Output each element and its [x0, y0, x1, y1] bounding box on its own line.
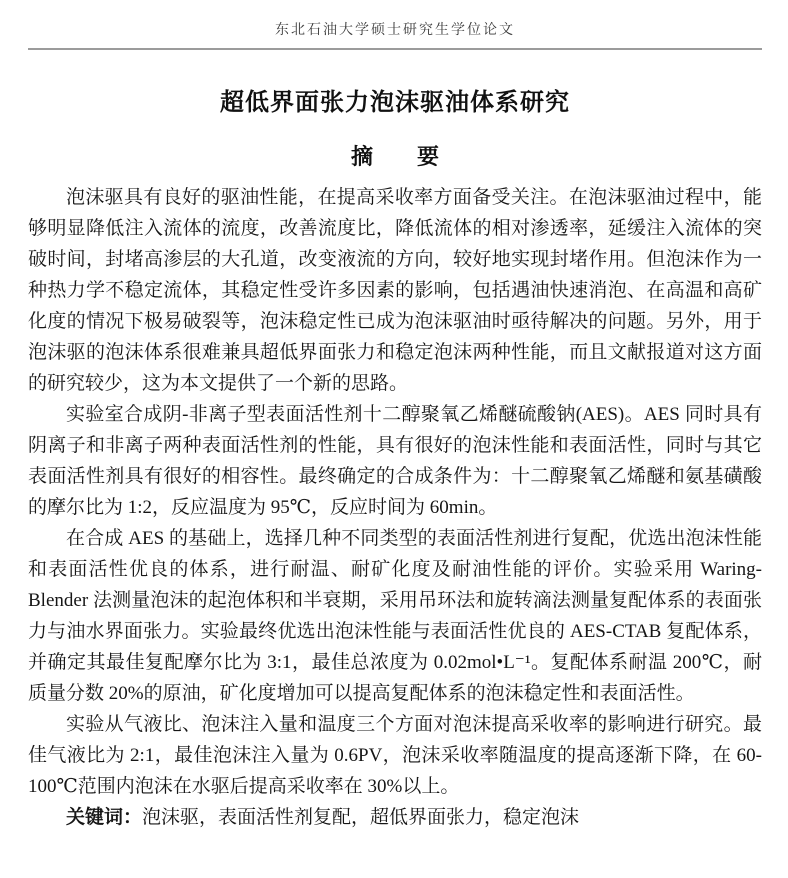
keywords-line — [28, 802, 762, 833]
abstract-heading: 摘 要 — [350, 144, 439, 169]
abstract-paragraph-1: 泡沫驱具有良好的驱油性能，在提高采收率方面备受关注。在泡沫驱油过程中，能够明显降低注入流体的流度，改善流度比，降低流体的相对渗透率，延缓注入流体的突破时间，封堵高渗层的大孔道，改变液流的方向，较好地实现封堵作用。但泡沫作为一种热力学不稳定流体，其稳定性受许多因素的影响，包括遇油快速消泡、在高温和高矿化度的情况下极易破裂等，泡沫稳定性已成为泡沫驱油时亟待解决的问题。另外，用于泡沫驱的泡沫体系很难兼具超低界面张力和稳定泡沫两种性能，而且文献报道对这方面的研究较少，这为本文提供了一个新的思路。 — [28, 187, 762, 394]
keywords-label: 关键词： — [66, 807, 143, 828]
header-divider-rule — [28, 48, 762, 50]
thesis-title: 超低界面张力泡沫驱油体系研究 — [220, 89, 570, 116]
abstract-paragraph-3: 在合成 AES 的基础上，选择几种不同类型的表面活性剂进行复配，优选出泡沫性能和表面活性优良的体系，进行耐温、耐矿化度及耐油性能的评价。实验采用 Waring-Blender 法测量泡沫的起泡体积和半衰期，采用吊环法和旋转滴法测量复配体系的表面张力与油水界面张力。实验最终优选出泡沫性能与表面活性优良的 AES-CTAB 复配体系，并确定其最佳复配摩尔比为 3:1，最佳总浓度为 0.02mol•L⁻¹。复配体系耐温 200℃，耐质量分数 20%的原油，矿化度增加可以提高复配体系的泡沫稳定性和表面活性。 — [28, 528, 762, 704]
abstract-body — [28, 182, 762, 833]
running-header — [28, 22, 762, 40]
abstract-paragraph-4: 实验从气液比、泡沫注入量和温度三个方面对泡沫提高采收率的影响进行研究。最佳气液比为 2:1，最佳泡沫注入量为 0.6PV，泡沫采收率随温度的提高逐渐下降，在 60-100℃范围内泡沫在水驱后提高采收率在 30%以上。 — [28, 714, 762, 797]
keywords-text: 泡沫驱，表面活性剂复配，超低界面张力，稳定泡沫 — [142, 807, 580, 828]
abstract-paragraph-2: 实验室合成阴-非离子型表面活性剂十二醇聚氧乙烯醚硫酸钠(AES)。AES 同时具有阴离子和非离子两种表面活性剂的性能，具有很好的泡沫性能和表面活性，同时与其它表面活性剂具有很好的相容性。最终确定的合成条件为：十二醇聚氧乙烯醚和氨基磺酸的摩尔比为 1:2，反应温度为 95℃，反应时间为 60min。 — [28, 404, 762, 518]
running-header-text: 东北石油大学硕士研究生学位论文 — [275, 23, 515, 38]
